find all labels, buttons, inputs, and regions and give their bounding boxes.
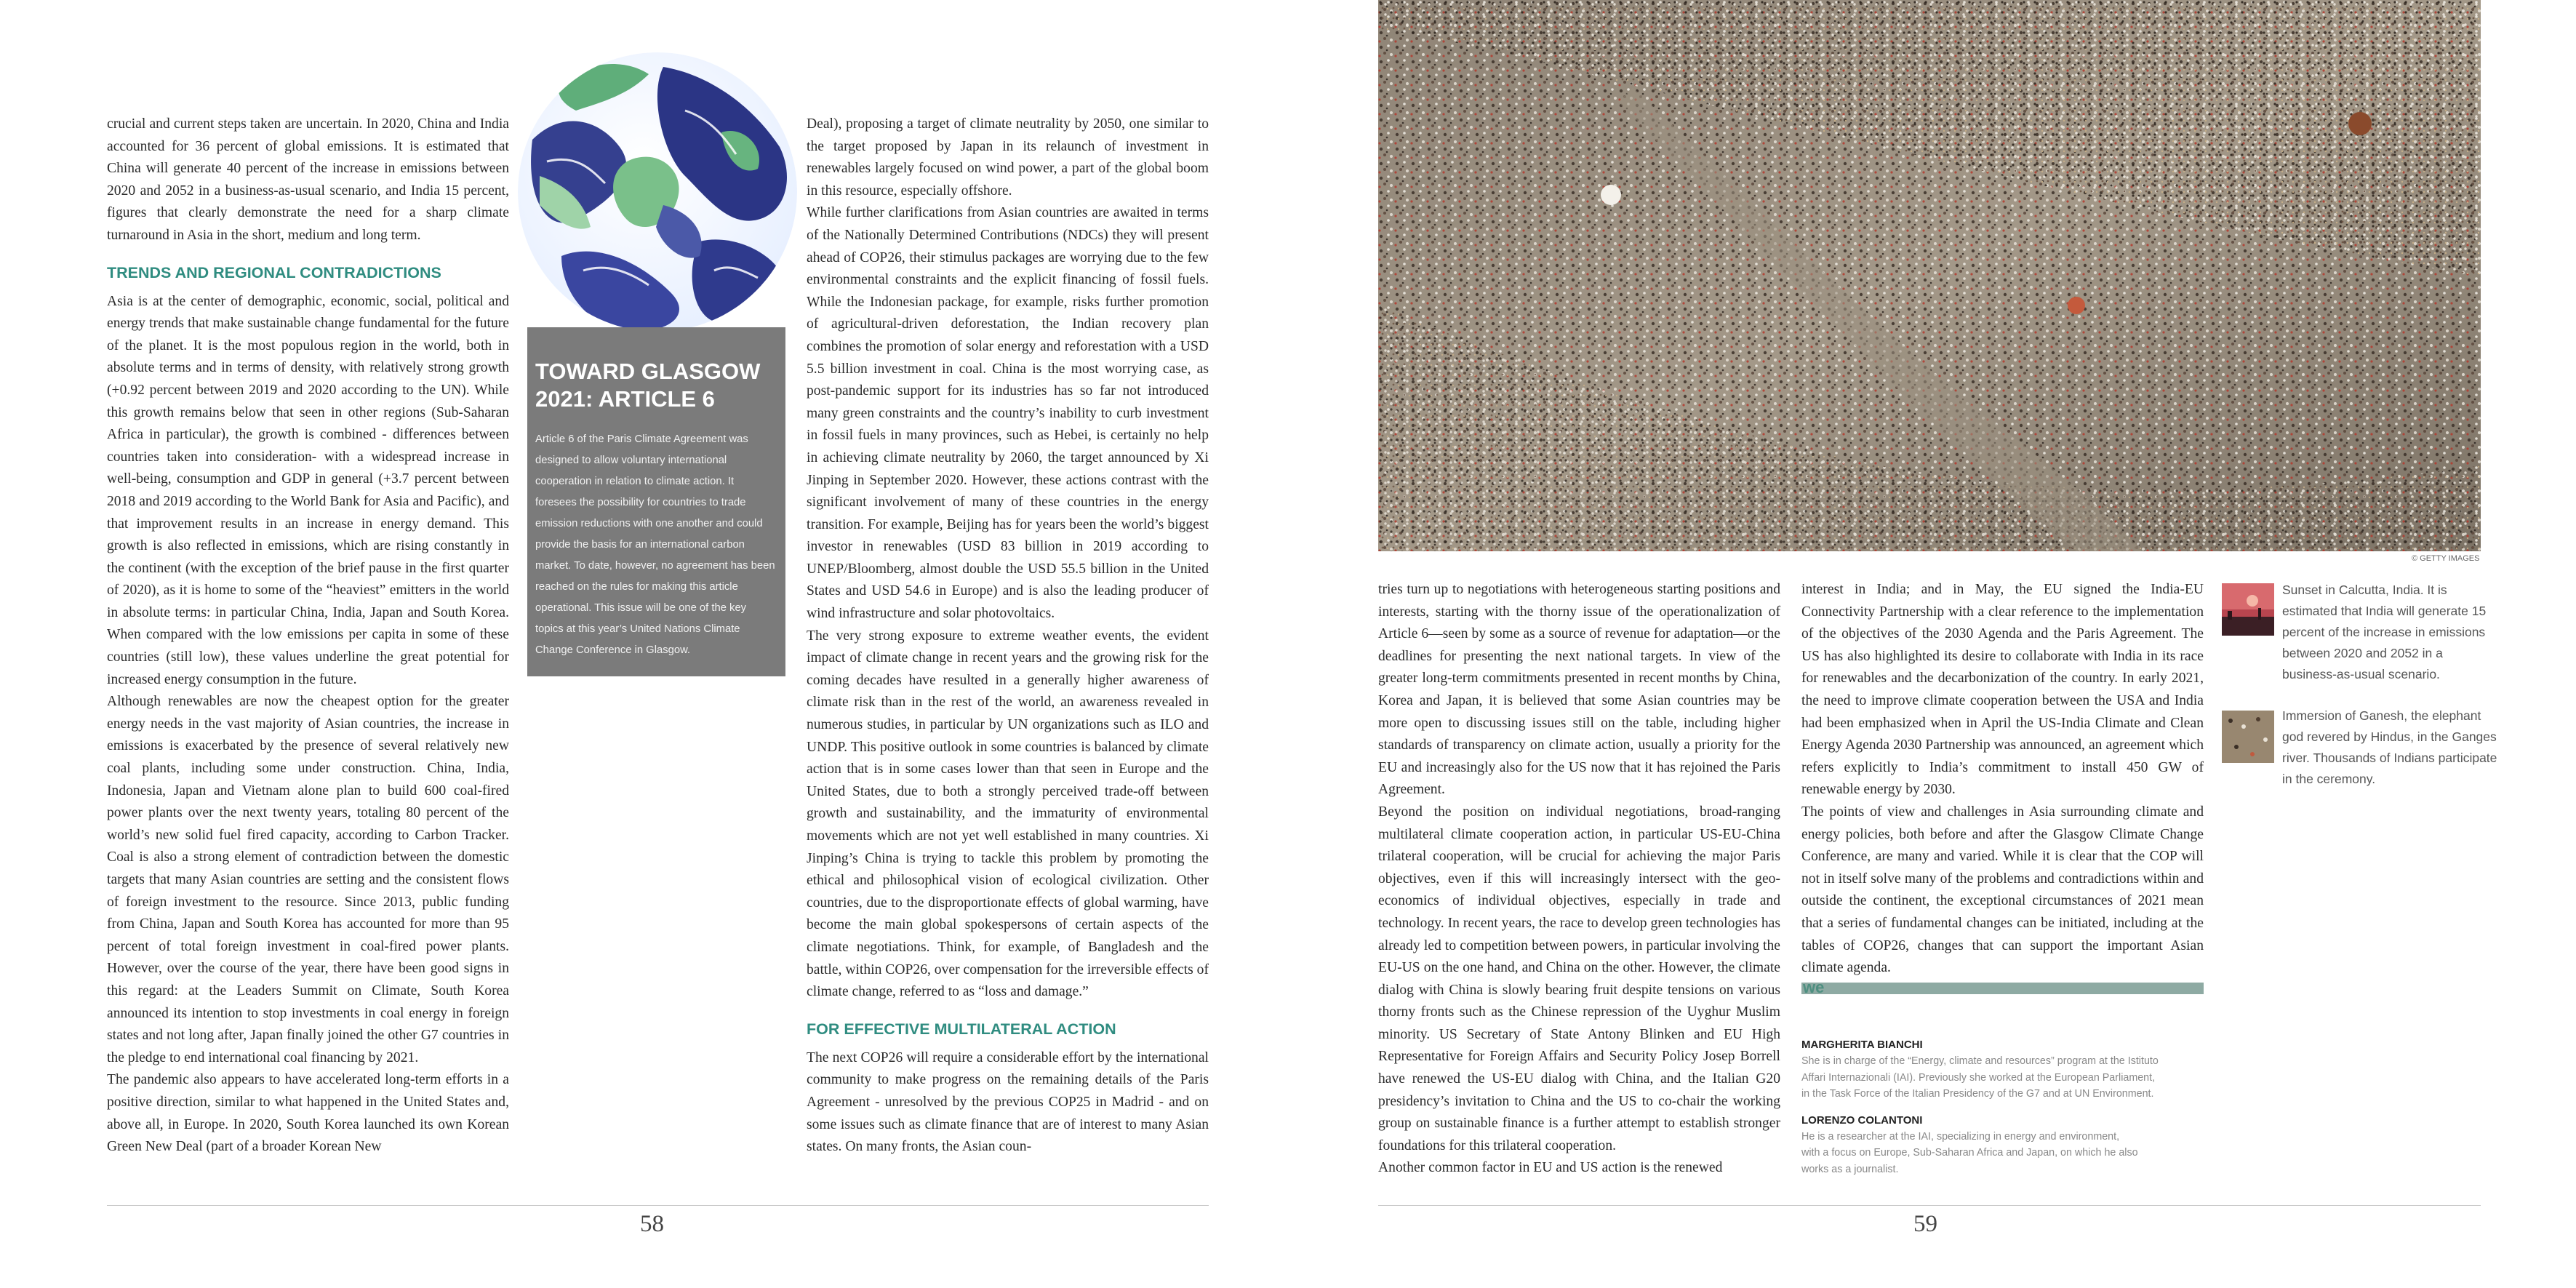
body-paragraph: The next COP26 will require a considerable effort by the international community to make progress on the remaining details of the Paris Agreement - unresolved by the previous COP25 in Madrid - and on some issues such as climate finance that are of interest to many Asian states. On many fronts, the Asian coun- xyxy=(807,1049,1209,1155)
body-paragraph: Although renewables are now the cheapest option for the greater energy needs in the vast majority of Asian countries, the increase in emissions is exacerbated by the presence of several relatively new coal plants, including some under construction. China, India, Indonesia, Japan and Vietnam alone plan to build 600 coal-fired power plants over the next twenty years, totaling 80 percent of the world’s new solid fuel fired capacity, according to Carbon Tracker. Coal is also a strong element of contradiction between the domestic targets that many Asian countries are setting and the consistent flows of foreign investment to the resource. Since 2013, public funding from China, Japan and South Korea has accounted for more than 95 percent of total foreign investment in coal-fired power plants. However, over the course of the year, there have been good signs in this regard: at the Leaders Summit on Climate, South Korea announced its intention to stop investments in coal energy in foreign states and not long after, Japan finally joined the other G7 countries in the pledge to end international coal financing by 2021. xyxy=(107,694,509,1065)
divider-bar-label: we xyxy=(1803,978,1825,996)
author-bio-line: Affari Internazionali (IAI). Previously she worked at the European Parliament, xyxy=(1801,1071,2156,1084)
sidebar-box-title: TOWARD GLASGOW 2021: ARTICLE 6 xyxy=(535,359,761,412)
caption-ganesh xyxy=(2282,705,2529,790)
caption-line: percent of the increase in emissions xyxy=(2282,625,2486,639)
photo-credit: © GETTY IMAGES xyxy=(2412,554,2480,563)
caption-line: in the ceremony. xyxy=(2282,772,2376,786)
body-paragraph: The points of view and challenges in Asia surrounding climate and energy policies, both before and after the Glasgow Climate Change Conference, are many and varied. While it is clear that the COP will not in itself solve many of the problems and contradictions within and outside the continent, the exceptional circumstances of 2021 mean that a series of fundamental changes can be initiated, including at the tables of COP26, changes that can support the important Asian climate agenda. xyxy=(1801,804,2204,976)
body-paragraph: interest in India; and in May, the EU signed the India-EU Connectivity Partnership with a clear reference to the implementation of the objectives of the 2030 Agenda and the Paris Agreement. The US has also highlighted its desire to collaborate with India in its race for renewables and the decarbonization of the country. In early 2021, the need to improve climate cooperation between the USA and India had been emphasized when in April the US-India Climate and Clean Energy Agenda 2030 Partnership was announced, an agreement which refers explicitly to India’s commitment to install 450 GW of renewable energy by 2030. xyxy=(1801,582,2204,798)
crowd-photo-image xyxy=(1378,0,2481,551)
right-column-2 xyxy=(1801,579,2204,980)
sidebar-box-text: Article 6 of the Paris Climate Agreement was designed to allow voluntary international cooperation in relation to climate action. It foresees the possibility for countries to trade emission reductions with one another and could provide the basis for an international carbon market. To date, however, no agreement has been reached on the rules for making this article operational. This issue will be one of the key topics at this year’s United Nations Climate Change Conference in Glasgow. xyxy=(535,433,775,656)
caption-line: Sunset in Calcutta, India. It is xyxy=(2282,583,2447,597)
author-name: MARGHERITA BIANCHI xyxy=(1801,1039,1923,1051)
left-column-3 xyxy=(807,113,1209,1159)
page-number: 58 xyxy=(640,1211,664,1237)
author-name: LORENZO COLANTONI xyxy=(1801,1113,1923,1127)
body-paragraph: tries turn up to negotiations with heterogeneous starting positions and interests, starting with the thorny issue of the operationalization of Article 6—seen by some as a source of revenue for adaptation—or the deadlines for presenting the next national targets. In view of the greater long-term commitments presented in recent months by China, Korea and Japan, it is believed that some Asian countries may be more open to discussing issues still on the table, including higher standards of transparency on climate action, usually a priority for the EU and increasingly also for the US now that it has rejoined the Paris Agreement. xyxy=(1378,582,1780,798)
author-divider-bar xyxy=(1801,978,2204,996)
footer-rule xyxy=(107,1205,1209,1206)
section-heading-multilateral: FOR EFFECTIVE MULTILATERAL ACTION xyxy=(807,1020,1116,1038)
globe-illustration xyxy=(518,52,797,332)
body-paragraph: The very strong exposure to extreme weather events, the evident impact of climate change in recent years and the growing risk for the coming decades have resulted in a generally higher awareness of climate risk than in the rest of the world, an awareness revealed in numerous studies, in particular by UN organizations such as ILO and UNDP. This positive outlook in some countries is balanced by climate action that is in some cases lower than that seen in Europe and the United States, due to both a strongly perceived trade-off between growth and sustainability, and the immaturity of environmental movements which are not yet well established in many countries. Xi Jinping’s China is trying to tackle this problem by promoting the ethical and philosophical vision of ecological civilization. Other countries, due to the disproportionate effects of global warming, have become the main global spokespersons of certain aspects of the climate negotiations. Think, for example, of Bangladesh and the battle, within COP26, over compensation for the irreversible effects of climate change, referred to as “loss and damage.” xyxy=(807,628,1209,1000)
section-heading-trends: TRENDS AND REGIONAL CONTRADICTIONS xyxy=(107,263,441,281)
body-paragraph: The pandemic also appears to have accelerated long-term efforts in a positive direction, similar to what happened in the United States and, above all, in Europe. In 2020, South Korea launched its own Korean Green New Deal (part of a broader Korean New xyxy=(107,1072,509,1155)
author-bio-line: in the Task Force of the Italian Presidency of the G7 and at UN Environment. xyxy=(1801,1088,2154,1100)
right-column-1 xyxy=(1378,579,1780,1180)
caption-line: estimated that India will generate 15 xyxy=(2282,604,2487,618)
right-page xyxy=(1288,0,2576,1288)
page-number: 59 xyxy=(1913,1211,1937,1237)
author-bio-line: works as a journalist. xyxy=(1801,1163,1899,1175)
crowd-photo xyxy=(1378,0,2481,551)
ganesh-thumbnail xyxy=(2222,711,2274,763)
caption-line: between 2020 and 2052 in a xyxy=(2282,646,2443,660)
author-bio-line: with a focus on Europe, Sub-Saharan Africa and Japan, on which he also xyxy=(1801,1147,2138,1159)
caption-line: Immersion of Ganesh, the elephant xyxy=(2282,708,2481,723)
intro-paragraph: crucial and current steps taken are uncertain. In 2020, China and India accounted for 36 percent of global emissions. It is estimated that China will generate 40 percent of the increase in emissions between 2020 and 2052 in a business-as-usual scenario, and India 15 percent, figures that clearly demonstrate the need for a sharp climate turnaround in Asia in the short, medium and long term. xyxy=(107,116,509,243)
author-bio-line: She is in charge of the “Energy, climate and resources” program at the Istituto xyxy=(1801,1055,2159,1067)
sunset-thumbnail xyxy=(2222,583,2274,636)
body-paragraph: Deal), proposing a target of climate neutrality by 2050, one similar to the target proposed by Japan in its relaunch of investment in renewables largely focused on wind power, a part of the global boom in this resource, especially offshore. xyxy=(807,116,1209,199)
caption-line: river. Thousands of Indians participate xyxy=(2282,751,2497,765)
body-paragraph: Asia is at the center of demographic, economic, social, political and energy trends that make sustainable change fundamental for the future of the planet. It is the most populous region in the world, both in absolute terms and in terms of density, with relatively strong growth (+0.92 percent between 2019 and 2020 according to the UN). While this growth remains below that seen in other regions (Sub-Saharan Africa in particular), the growth is combined - differences between countries taken into consideration- with a widespread increase in well-being, consumption and GDP in general (+3.7 percent between 2018 and 2019 according to the World Bank for Asia and Pacific), and that improvement results in an increase in energy demand. This growth is also reflected in emissions, which are rising constantly in the continent (with the exception of the brief pause in the first quarter of 2020), as it is home to some of the “heaviest” emitters in the world in absolute terms: in particular China, India, Japan and South Korea. When compared with the low emissions per capita in some of these countries (still low), these values underline the great potential for increased energy consumption in the future. xyxy=(107,293,509,687)
body-paragraph: Another common factor in EU and US action is the renewed xyxy=(1378,1160,1723,1176)
article-6-sidebar-box xyxy=(527,327,785,676)
left-column-1 xyxy=(107,113,509,1159)
author-bio-line: He is a researcher at the IAI, specializing in energy and environment, xyxy=(1801,1130,2120,1143)
body-paragraph: Beyond the position on individual negotiations, broad-ranging multilateral climate cooperation action, in particular US-EU-China trilateral cooperation, will be crucial for achieving the major Paris objectives, even if this will increasingly intersect with the geo-economics of individual objectives, especially in trade and technology. In recent years, the race to develop green technologies has already led to competition between powers, in particular involving the EU-US on the one hand, and China on the other. However, the climate dialog with China is slowly bearing fruit despite tensions on various thorny fronts such as the Chinese repression of the Uyghur Muslim minority. US Secretary of State Antony Blinken and EU High Representative for Foreign Affairs and Security Policy Josep Borrell have renewed the US-EU dialog with China, and the Italian G20 presidency’s invitation to China and the US to co-chair the working group on sustainable finance is a further attempt to establish stronger foundations for this trilateral cooperation. xyxy=(1378,804,1780,1153)
caption-line: god revered by Hindus, in the Ganges xyxy=(2282,729,2497,744)
caption-line: business-as-usual scenario. xyxy=(2282,667,2440,681)
body-paragraph: While further clarifications from Asian countries are awaited in terms of the Nationally Determined Contributions (NDCs) they will present ahead of COP26, their stimulus packages are worrying due to the few environmental constraints and the explicit financing of fossil fuels. While the Indonesian package, for example, risks further promotion of agricultural-driven deforestation, the Indian recovery plan combines the promotion of solar energy and reforestation with a USD 5.5 billion investment in coal. China is the most worrying case, as post-pandemic support for its industries has so far not introduced many green constraints and the country’s inability to curb investment in fossil fuels in many provinces, such as Hebei, is certainly no help in achieving climate neutrality by 2060, the target announced by Xi Jinping in September 2020. However, these actions contrast with the significant involvement of many of these countries in the energy transition. For example, Beijing has for years been the world’s biggest investor in renewables (USD 83 billion in 2019 according to UNEP/Bloomberg, almost double the USD 55.5 billion in the United States and USD 54.6 in Europe) and is also the leading producer of wind infrastructure and solar photovoltaics. xyxy=(807,205,1209,622)
author-block xyxy=(1801,1037,2204,1177)
caption-sunset xyxy=(2282,580,2522,685)
footer-rule xyxy=(1378,1205,2481,1206)
